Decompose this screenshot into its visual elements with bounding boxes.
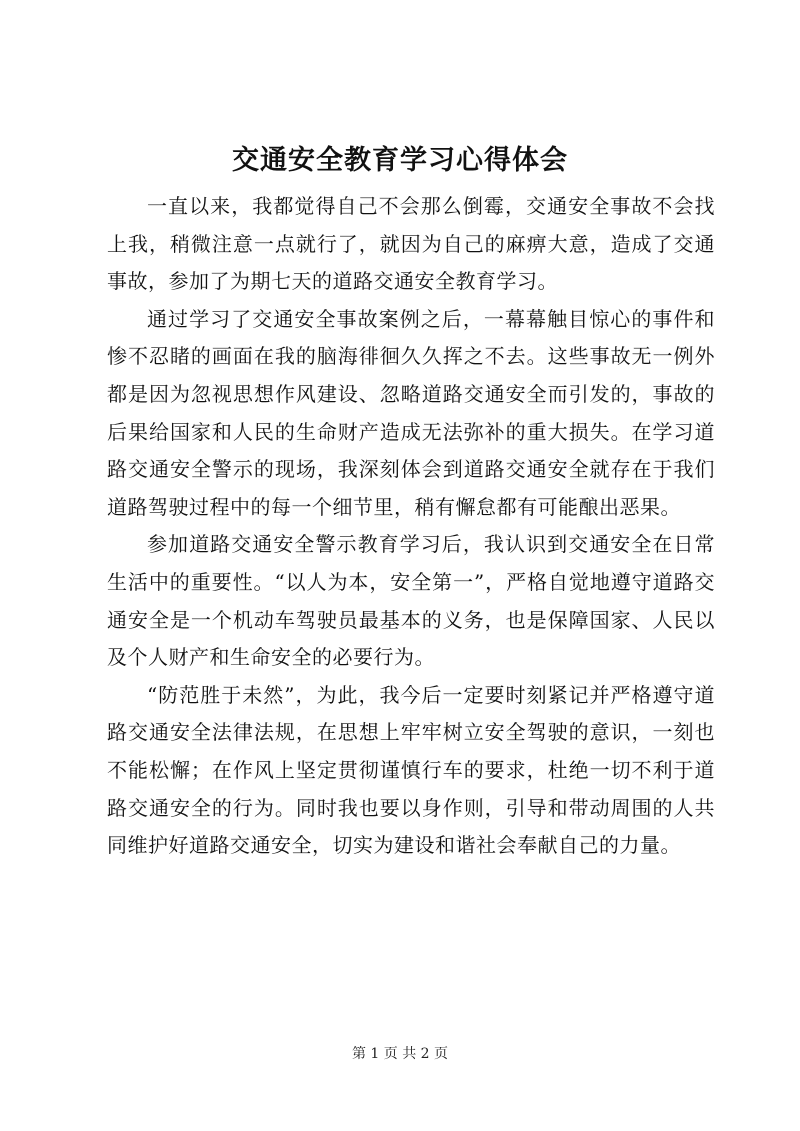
paragraph-1: 一直以来，我都觉得自己不会那么倒霉，交通安全事故不会找上我，稍微注意一点就行了，就因为自己的麻痹大意，造成了交通事故，参加了为期七天的道路交通安全教育学习。 <box>107 194 715 294</box>
page-footer <box>0 1044 800 1064</box>
document-title: 交通安全教育学习心得体会 <box>232 145 568 176</box>
page-indicator: 第 1 页 共 2 页 <box>351 1046 449 1062</box>
document-body <box>107 188 715 865</box>
paragraph-3: 参加道路交通安全警示教育学习后，我认识到交通安全在日常生活中的重要性。“以人为本，安全第一”，严格自觉地遵守道路交通安全是一个机动车驾驶员最基本的义务，也是保障国家、人民以及个人财产和生命安全的必要行为。 <box>107 532 715 670</box>
paragraph-2: 通过学习了交通安全事故案例之后，一幕幕触目惊心的事件和惨不忍睹的画面在我的脑海徘徊久久挥之不去。这些事故无一例外都是因为忽视思想作风建设、忽略道路交通安全而引发的，事故的后果给国家和人民的生命财产造成无法弥补的重大损失。在学习道路交通安全警示的现场，我深刻体会到道路交通安全就存在于我们道路驾驶过程中的每一个细节里，稍有懈怠都有可能酿出恶果。 <box>107 306 715 519</box>
paragraph-4: “防范胜于未然”，为此，我今后一定要时刻紧记并严格遵守道路交通安全法律法规，在思想上牢牢树立安全驾驶的意识，一刻也不能松懈；在作风上坚定贯彻谨慎行车的要求，杜绝一切不利于道路交通安全的行为。同时我也要以身作则，引导和带动周围的人共同维护好道路交通安全，切实为建设和谐社会奉献自己的力量。 <box>107 682 715 858</box>
